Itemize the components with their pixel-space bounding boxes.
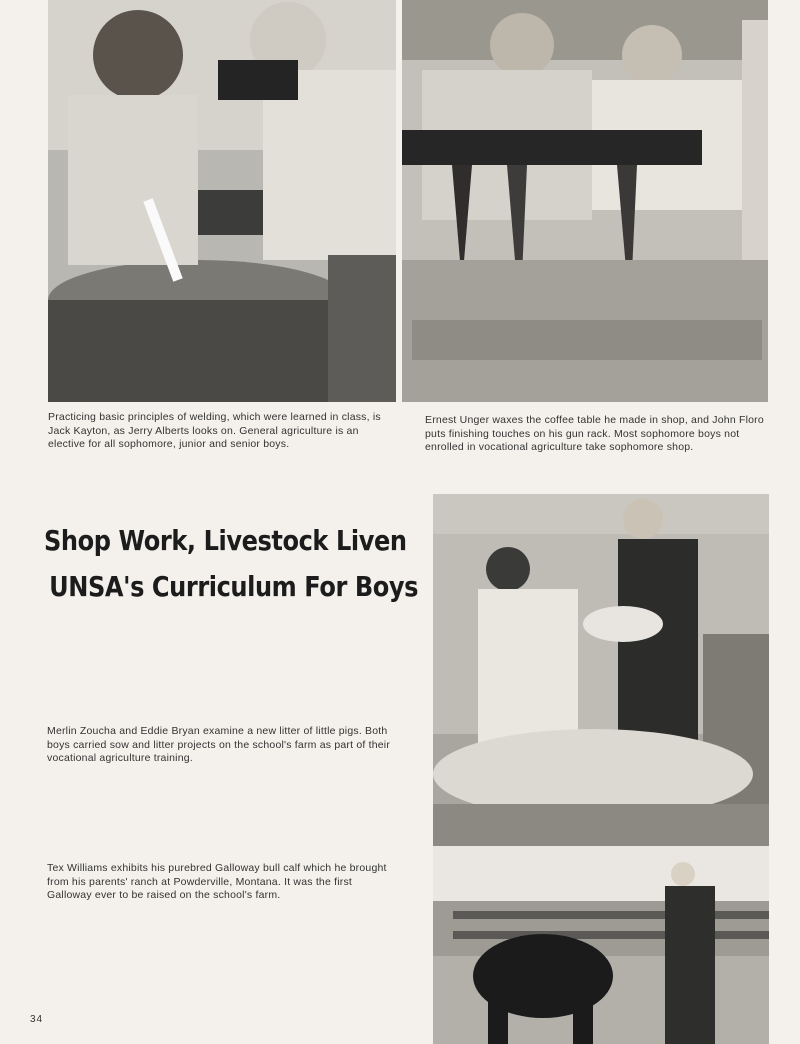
calf-caption: Tex Williams exhibits his purebred Galloway bull calf which he brought from his parents' ranch at Powderville, Montana. It was the first Galloway ever to be raised on the school's farm. — [47, 862, 387, 901]
page-headline — [44, 518, 419, 610]
pigs-caption: Merlin Zoucha and Eddie Bryan examine a new litter of little pigs. Both boys carried sow and litter projects on the school's farm as part of their vocational agriculture training. — [47, 725, 391, 764]
calf-photo — [433, 846, 769, 1044]
welding-caption: Practicing basic principles of welding, which were learned in class, is Jack Kayton, as Jerry Alberts looks on. General agriculture is an elective for all sophomore, junior and senior boys. — [48, 411, 381, 450]
welding-photo — [48, 0, 396, 402]
coffee-table-photo — [402, 0, 768, 402]
coffee-table-caption: Ernest Unger waxes the coffee table he made in shop, and John Floro puts finishing touches on his gun rack. Most sophomore boys not enrolled in vocational agriculture take sophomore shop. — [425, 414, 764, 453]
headline-line-1: Shop Work, Livestock Liven — [44, 524, 407, 557]
page-number: 34 — [30, 1014, 44, 1025]
headline-line-2: UNSA's Curriculum For Boys — [49, 570, 419, 603]
pigs-photo — [433, 494, 769, 846]
